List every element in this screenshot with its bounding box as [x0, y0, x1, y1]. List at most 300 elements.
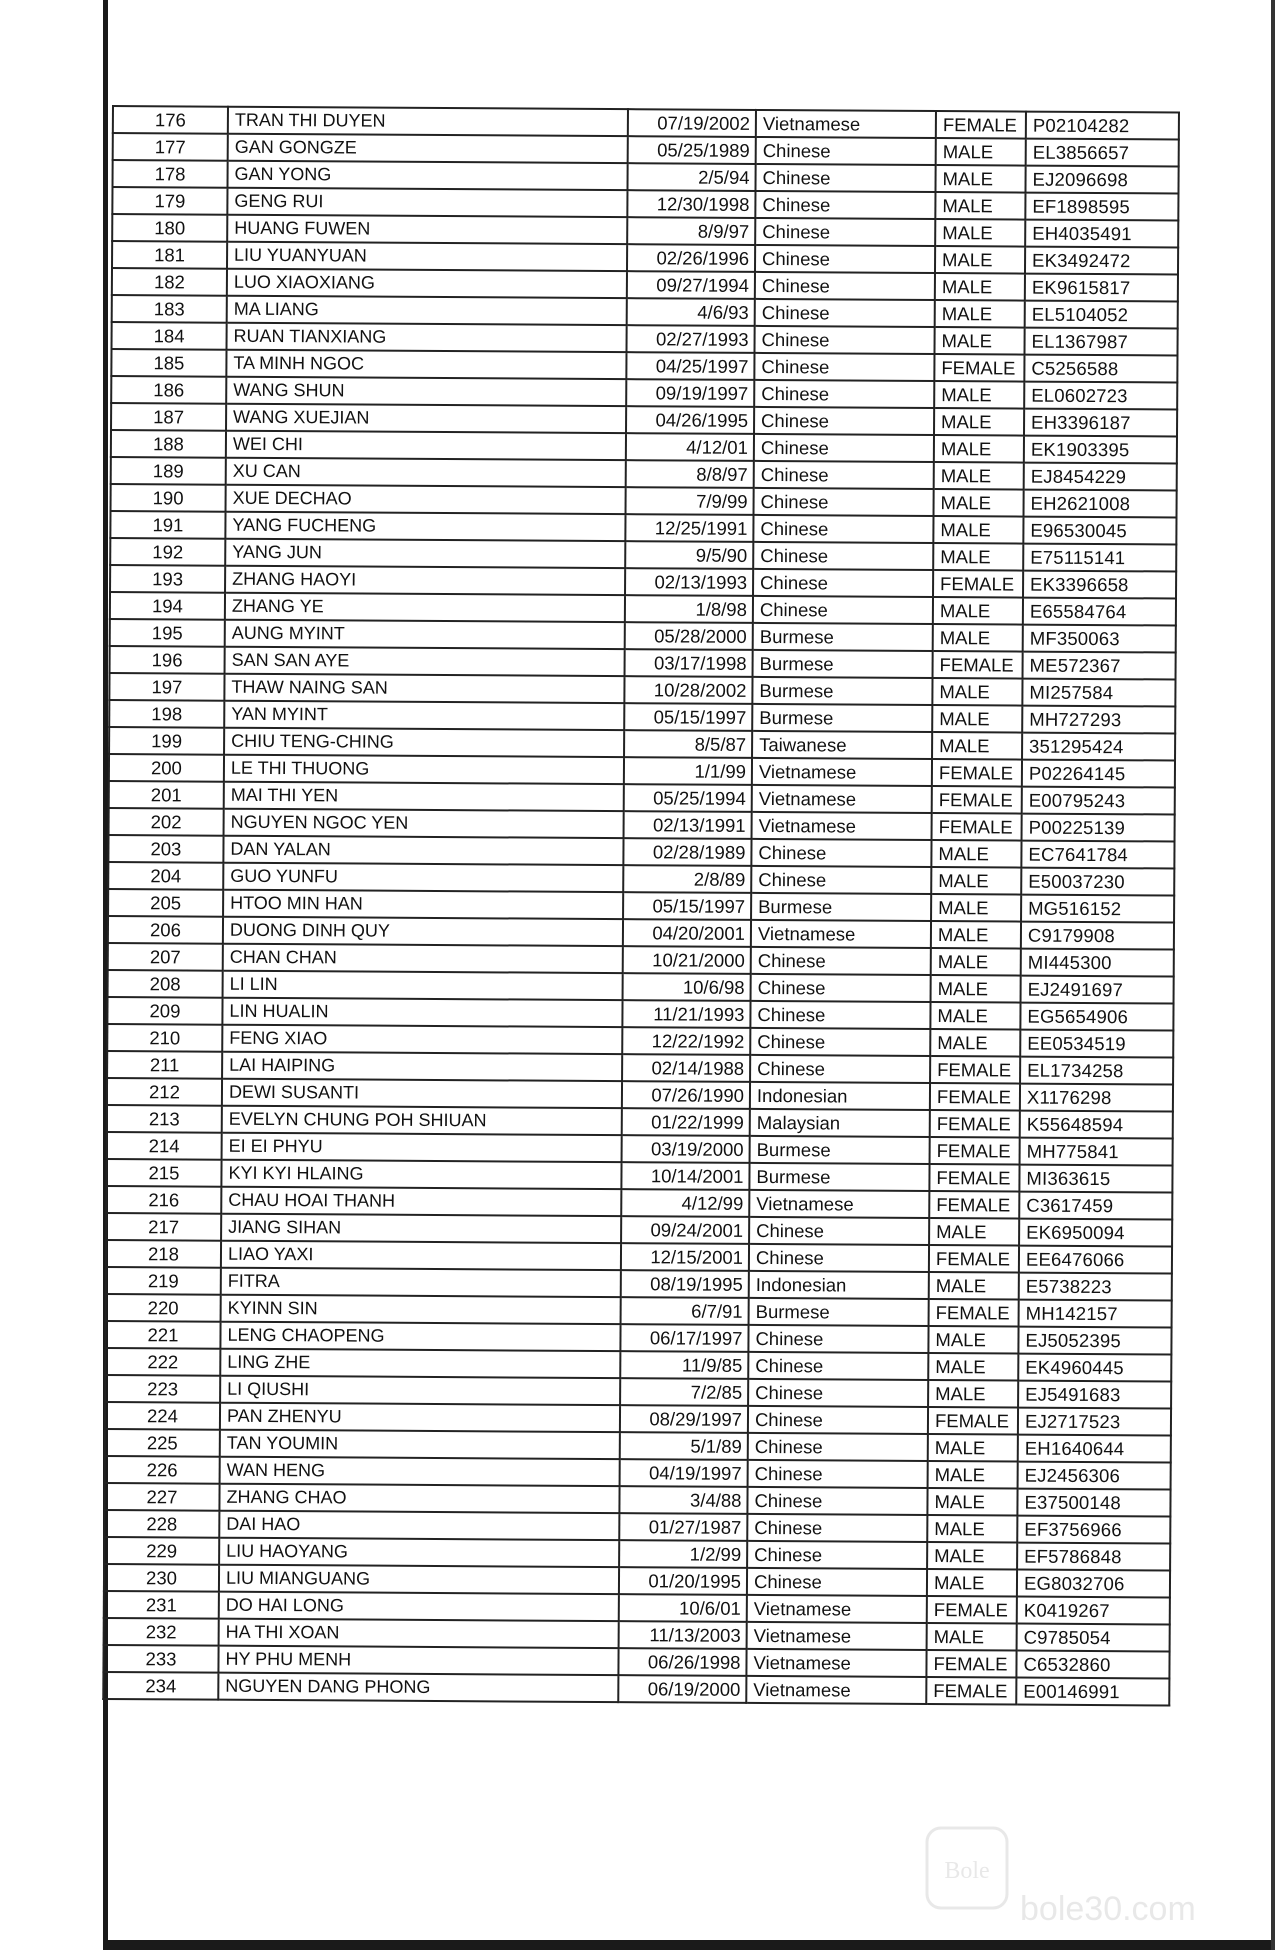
passport-number-cell: EJ5052395 [1018, 1327, 1171, 1355]
nationality-cell: Vietnamese [746, 1676, 926, 1704]
passport-number-cell: EF1898595 [1025, 193, 1178, 221]
person-name-cell: YAN MYINT [224, 701, 624, 730]
nationality-cell: Chinese [748, 1325, 928, 1353]
date-of-birth-cell: 05/15/1997 [623, 892, 751, 920]
passport-number-cell: EK4960445 [1018, 1354, 1171, 1382]
passport-number-cell: EJ2456306 [1018, 1462, 1171, 1490]
date-of-birth-cell: 01/22/1999 [622, 1108, 750, 1136]
sex-cell: FEMALE [932, 786, 1022, 814]
person-name-cell: LUO XIAOXIANG [227, 269, 627, 298]
date-of-birth-cell: 4/6/93 [627, 298, 755, 326]
row-number-cell: 216 [106, 1186, 221, 1214]
person-name-cell: GAN YONG [227, 161, 627, 190]
person-name-cell: ZHANG CHAO [219, 1484, 619, 1513]
row-number-cell: 229 [104, 1537, 219, 1565]
nationality-cell: Chinese [756, 137, 936, 165]
row-number-cell: 188 [111, 430, 226, 458]
row-number-cell: 212 [107, 1078, 222, 1106]
row-number-cell: 184 [112, 322, 227, 350]
sex-cell: MALE [934, 381, 1024, 409]
sex-cell: MALE [928, 1380, 1018, 1408]
sex-cell: MALE [933, 516, 1023, 544]
person-name-cell: CHAN CHAN [223, 944, 623, 973]
passport-number-cell: MG516152 [1021, 895, 1174, 923]
row-number-cell: 182 [112, 268, 227, 296]
date-of-birth-cell: 7/9/99 [626, 487, 754, 515]
sex-cell: FEMALE [929, 1191, 1019, 1219]
nationality-cell: Chinese [748, 1460, 928, 1488]
person-name-cell: THAW NAING SAN [224, 674, 624, 703]
date-of-birth-cell: 09/27/1994 [627, 271, 755, 299]
date-of-birth-cell: 04/20/2001 [623, 919, 751, 947]
scan-edge-right [1271, 0, 1275, 1950]
passport-number-cell: E00146991 [1016, 1678, 1169, 1706]
sex-cell: MALE [931, 948, 1021, 976]
date-of-birth-cell: 10/6/01 [619, 1594, 747, 1622]
row-number-cell: 230 [104, 1564, 219, 1592]
passport-number-cell: EJ5491683 [1018, 1381, 1171, 1409]
row-number-cell: 228 [104, 1510, 219, 1538]
person-name-cell: PAN ZHENYU [220, 1403, 620, 1432]
sex-cell: MALE [928, 1461, 1018, 1489]
date-of-birth-cell: 02/27/1993 [626, 325, 754, 353]
sex-cell: MALE [930, 1002, 1020, 1030]
row-number-cell: 176 [113, 106, 228, 134]
nationality-cell: Chinese [753, 515, 933, 543]
person-name-cell: LIU YUANYUAN [227, 242, 627, 271]
scan-edge-bottom [103, 1940, 1275, 1950]
row-number-cell: 201 [109, 781, 224, 809]
person-name-cell: HTOO MIN HAN [223, 890, 623, 919]
sex-cell: MALE [935, 192, 1025, 220]
row-number-cell: 214 [107, 1132, 222, 1160]
sex-cell: MALE [934, 327, 1024, 355]
row-number-cell: 179 [112, 187, 227, 215]
passport-number-cell: EG5654906 [1020, 1003, 1173, 1031]
row-number-cell: 190 [111, 484, 226, 512]
row-number-cell: 220 [106, 1294, 221, 1322]
sex-cell: FEMALE [929, 1299, 1019, 1327]
nationality-cell: Chinese [751, 947, 931, 975]
person-name-cell: WANG SHUN [226, 377, 626, 406]
passport-number-cell: E75115141 [1023, 544, 1176, 572]
row-number-cell: 233 [103, 1645, 218, 1673]
nationality-cell: Chinese [754, 326, 934, 354]
person-name-cell: MA LIANG [227, 296, 627, 325]
passport-number-cell: C6532860 [1016, 1651, 1169, 1679]
person-name-cell: FITRA [221, 1268, 621, 1297]
date-of-birth-cell: 10/14/2001 [621, 1162, 749, 1190]
sex-cell: FEMALE [933, 651, 1023, 679]
date-of-birth-cell: 2/5/94 [627, 163, 755, 191]
person-name-cell: RUAN TIANXIANG [227, 323, 627, 352]
passport-number-cell: ME572367 [1023, 652, 1176, 680]
passport-number-cell: EJ2717523 [1018, 1408, 1171, 1436]
person-name-cell: HY PHU MENH [218, 1646, 618, 1675]
passport-number-cell: C3617459 [1019, 1192, 1172, 1220]
person-name-cell: ZHANG HAOYI [225, 566, 625, 595]
passport-number-cell: MF350063 [1023, 625, 1176, 653]
passport-number-cell: EC7641784 [1021, 841, 1174, 869]
date-of-birth-cell: 11/13/2003 [619, 1621, 747, 1649]
person-name-cell: DAN YALAN [223, 836, 623, 865]
sex-cell: MALE [933, 597, 1023, 625]
nationality-cell: Vietnamese [747, 1622, 927, 1650]
sex-cell: FEMALE [936, 111, 1026, 139]
passport-number-cell: E37500148 [1017, 1489, 1170, 1517]
table-body [103, 106, 1179, 1705]
nationality-cell: Chinese [747, 1541, 927, 1569]
nationality-cell: Chinese [753, 569, 933, 597]
person-name-cell: LIU HAOYANG [219, 1538, 619, 1567]
sex-cell: MALE [932, 732, 1022, 760]
row-number-cell: 232 [104, 1618, 219, 1646]
passport-number-cell: MI363615 [1019, 1165, 1172, 1193]
passport-number-cell: EF5786848 [1017, 1543, 1170, 1571]
nationality-cell: Chinese [747, 1487, 927, 1515]
passport-number-cell: P02104282 [1026, 112, 1179, 140]
passport-number-cell: EK1903395 [1024, 436, 1177, 464]
date-of-birth-cell: 8/5/87 [624, 730, 752, 758]
person-name-cell: HUANG FUWEN [227, 215, 627, 244]
passport-number-cell: EH1640644 [1018, 1435, 1171, 1463]
row-number-cell: 203 [108, 835, 223, 863]
sex-cell: MALE [935, 219, 1025, 247]
sex-cell: MALE [935, 246, 1025, 274]
nationality-cell: Vietnamese [747, 1595, 927, 1623]
nationality-cell: Chinese [754, 434, 934, 462]
nationality-cell: Chinese [753, 542, 933, 570]
nationality-cell: Burmese [753, 650, 933, 678]
nationality-cell: Chinese [755, 245, 935, 273]
person-name-cell: EI EI PHYU [222, 1133, 622, 1162]
passport-number-cell: E00795243 [1022, 787, 1175, 815]
row-number-cell: 192 [110, 538, 225, 566]
row-number-cell: 225 [105, 1429, 220, 1457]
nationality-cell: Chinese [754, 461, 934, 489]
passport-number-cell: C9179908 [1021, 922, 1174, 950]
person-name-cell: XUE DECHAO [226, 485, 626, 514]
person-name-cell: TAN YOUMIN [220, 1430, 620, 1459]
person-name-cell: LIAO YAXI [221, 1241, 621, 1270]
passport-number-cell: MI445300 [1021, 949, 1174, 977]
row-number-cell: 194 [110, 592, 225, 620]
person-name-cell: LIU MIANGUANG [219, 1565, 619, 1594]
date-of-birth-cell: 02/28/1989 [623, 838, 751, 866]
watermark-logo-text: Bole [944, 1858, 990, 1884]
sex-cell: MALE [933, 543, 1023, 571]
sex-cell: FEMALE [926, 1677, 1016, 1705]
row-number-cell: 211 [107, 1051, 222, 1079]
person-name-cell: LI QIUSHI [220, 1376, 620, 1405]
passport-number-cell: EL1367987 [1024, 328, 1177, 356]
passport-number-cell: MH775841 [1020, 1138, 1173, 1166]
date-of-birth-cell: 04/19/1997 [620, 1459, 748, 1487]
passport-number-cell: EK3492472 [1025, 247, 1178, 275]
person-name-cell: FENG XIAO [222, 1025, 622, 1054]
nationality-cell: Chinese [750, 1001, 930, 1029]
date-of-birth-cell: 04/25/1997 [626, 352, 754, 380]
row-number-cell: 206 [108, 916, 223, 944]
sex-cell: MALE [931, 921, 1021, 949]
passport-number-cell: EK3396658 [1023, 571, 1176, 599]
person-name-cell: NGUYEN DANG PHONG [218, 1673, 618, 1702]
row-number-cell: 186 [111, 376, 226, 404]
passport-number-cell: E50037230 [1021, 868, 1174, 896]
row-number-cell: 234 [103, 1672, 218, 1700]
sex-cell: FEMALE [932, 813, 1022, 841]
date-of-birth-cell: 2/8/89 [623, 865, 751, 893]
watermark-site-text: bole30.com [1020, 1890, 1196, 1928]
sex-cell: MALE [931, 867, 1021, 895]
row-number-cell: 199 [109, 727, 224, 755]
person-name-cell: GAN GONGZE [228, 134, 628, 163]
sex-cell: MALE [931, 894, 1021, 922]
sex-cell: MALE [932, 678, 1022, 706]
person-name-cell: YANG JUN [225, 539, 625, 568]
nationality-cell: Chinese [748, 1433, 928, 1461]
passport-number-cell: EE0534519 [1020, 1030, 1173, 1058]
row-number-cell: 189 [111, 457, 226, 485]
date-of-birth-cell: 6/7/91 [621, 1297, 749, 1325]
passport-number-cell: EH2621008 [1024, 490, 1177, 518]
passport-number-cell: EK9615817 [1025, 274, 1178, 302]
nationality-cell: Chinese [755, 218, 935, 246]
sex-cell: FEMALE [930, 1137, 1020, 1165]
date-of-birth-cell: 10/6/98 [623, 973, 751, 1001]
person-name-cell: CHIU TENG-CHING [224, 728, 624, 757]
sex-cell: FEMALE [934, 354, 1024, 382]
passport-number-cell: P02264145 [1022, 760, 1175, 788]
row-number-cell: 213 [107, 1105, 222, 1133]
person-name-cell: WANG XUEJIAN [226, 404, 626, 433]
person-name-cell: JIANG SIHAN [221, 1214, 621, 1243]
passport-number-cell: MH727293 [1022, 706, 1175, 734]
row-number-cell: 224 [105, 1402, 220, 1430]
person-name-cell: LENG CHAOPENG [220, 1322, 620, 1351]
person-name-cell: DUONG DINH QUY [223, 917, 623, 946]
row-number-cell: 200 [109, 754, 224, 782]
sex-cell: MALE [934, 462, 1024, 490]
date-of-birth-cell: 05/28/2000 [625, 622, 753, 650]
passenger-list [102, 105, 1178, 1706]
person-name-cell: YANG FUCHENG [225, 512, 625, 541]
row-number-cell: 191 [110, 511, 225, 539]
passport-number-cell: 351295424 [1022, 733, 1175, 761]
nationality-cell: Chinese [751, 839, 931, 867]
date-of-birth-cell: 05/15/1997 [624, 703, 752, 731]
row-number-cell: 207 [108, 943, 223, 971]
passport-number-cell: EL1734258 [1020, 1057, 1173, 1085]
date-of-birth-cell: 09/19/1997 [626, 379, 754, 407]
nationality-cell: Vietnamese [752, 812, 932, 840]
row-number-cell: 180 [112, 214, 227, 242]
date-of-birth-cell: 02/26/1996 [627, 244, 755, 272]
passport-number-cell: EJ8454229 [1024, 463, 1177, 491]
nationality-cell: Chinese [754, 488, 934, 516]
person-name-cell: TRAN THI DUYEN [228, 107, 628, 136]
person-name-cell: DEWI SUSANTI [222, 1079, 622, 1108]
nationality-cell: Chinese [750, 1055, 930, 1083]
sex-cell: MALE [931, 840, 1021, 868]
date-of-birth-cell: 09/24/2001 [621, 1216, 749, 1244]
passport-number-cell: E65584764 [1023, 598, 1176, 626]
nationality-cell: Burmese [749, 1298, 929, 1326]
passport-number-cell: MH142157 [1019, 1300, 1172, 1328]
row-number-cell: 198 [109, 700, 224, 728]
nationality-cell: Chinese [754, 380, 934, 408]
date-of-birth-cell: 4/12/01 [626, 433, 754, 461]
nationality-cell: Vietnamese [756, 110, 936, 138]
date-of-birth-cell: 07/26/1990 [622, 1081, 750, 1109]
person-name-cell: HA THI XOAN [219, 1619, 619, 1648]
sex-cell: MALE [927, 1488, 1017, 1516]
row-number-cell: 193 [110, 565, 225, 593]
date-of-birth-cell: 08/29/1997 [620, 1405, 748, 1433]
passport-number-cell: EL0602723 [1024, 382, 1177, 410]
nationality-cell: Chinese [751, 974, 931, 1002]
date-of-birth-cell: 5/1/89 [620, 1432, 748, 1460]
row-number-cell: 197 [109, 673, 224, 701]
date-of-birth-cell: 06/19/2000 [618, 1675, 746, 1703]
date-of-birth-cell: 4/12/99 [621, 1189, 749, 1217]
sex-cell: MALE [932, 705, 1022, 733]
sex-cell: FEMALE [930, 1083, 1020, 1111]
date-of-birth-cell: 7/2/85 [620, 1378, 748, 1406]
nationality-cell: Chinese [755, 164, 935, 192]
date-of-birth-cell: 3/4/88 [619, 1486, 747, 1514]
sex-cell: FEMALE [929, 1164, 1019, 1192]
passport-number-cell: EL5104052 [1025, 301, 1178, 329]
row-number-cell: 196 [110, 646, 225, 674]
person-name-cell: LIN HUALIN [222, 998, 622, 1027]
passport-number-cell: K0419267 [1017, 1597, 1170, 1625]
row-number-cell: 221 [105, 1321, 220, 1349]
row-number-cell: 187 [111, 403, 226, 431]
nationality-cell: Chinese [749, 1217, 929, 1245]
sex-cell: FEMALE [933, 570, 1023, 598]
passport-number-cell: EE6476066 [1019, 1246, 1172, 1274]
row-number-cell: 226 [105, 1456, 220, 1484]
sex-cell: FEMALE [932, 759, 1022, 787]
sex-cell: MALE [927, 1569, 1017, 1597]
passport-number-cell: EH3396187 [1024, 409, 1177, 437]
date-of-birth-cell: 12/15/2001 [621, 1243, 749, 1271]
sex-cell: MALE [929, 1272, 1019, 1300]
person-name-cell: LING ZHE [220, 1349, 620, 1378]
passenger-table [102, 105, 1180, 1706]
sex-cell: MALE [930, 1029, 1020, 1057]
nationality-cell: Chinese [754, 353, 934, 381]
person-name-cell: SAN SAN AYE [225, 647, 625, 676]
sex-cell: MALE [929, 1218, 1019, 1246]
nationality-cell: Vietnamese [751, 920, 931, 948]
date-of-birth-cell: 11/21/1993 [622, 1000, 750, 1028]
passport-number-cell: E96530045 [1023, 517, 1176, 545]
row-number-cell: 217 [106, 1213, 221, 1241]
table-row [103, 1672, 1169, 1706]
person-name-cell: CHAU HOAI THANH [221, 1187, 621, 1216]
passport-number-cell: C5256588 [1024, 355, 1177, 383]
nationality-cell: Vietnamese [752, 785, 932, 813]
date-of-birth-cell: 06/26/1998 [618, 1648, 746, 1676]
row-number-cell: 223 [105, 1375, 220, 1403]
row-number-cell: 222 [105, 1348, 220, 1376]
passport-number-cell: EH4035491 [1025, 220, 1178, 248]
nationality-cell: Chinese [750, 1028, 930, 1056]
nationality-cell: Indonesian [750, 1082, 930, 1110]
date-of-birth-cell: 1/2/99 [619, 1540, 747, 1568]
passport-number-cell: EL3856657 [1026, 139, 1179, 167]
sex-cell: MALE [927, 1515, 1017, 1543]
row-number-cell: 208 [108, 970, 223, 998]
person-name-cell: NGUYEN NGOC YEN [224, 809, 624, 838]
sex-cell: MALE [935, 273, 1025, 301]
sex-cell: MALE [936, 138, 1026, 166]
sex-cell: FEMALE [930, 1056, 1020, 1084]
date-of-birth-cell: 04/26/1995 [626, 406, 754, 434]
row-number-cell: 227 [104, 1483, 219, 1511]
passport-number-cell: EF3756966 [1017, 1516, 1170, 1544]
row-number-cell: 219 [106, 1267, 221, 1295]
date-of-birth-cell: 03/17/1998 [625, 649, 753, 677]
person-name-cell: WAN HENG [220, 1457, 620, 1486]
date-of-birth-cell: 1/8/98 [625, 595, 753, 623]
sex-cell: FEMALE [927, 1596, 1017, 1624]
row-number-cell: 218 [106, 1240, 221, 1268]
sex-cell: MALE [928, 1326, 1018, 1354]
nationality-cell: Chinese [747, 1514, 927, 1542]
person-name-cell: GUO YUNFU [223, 863, 623, 892]
sex-cell: MALE [931, 975, 1021, 1003]
nationality-cell: Burmese [750, 1136, 930, 1164]
date-of-birth-cell: 07/19/2002 [628, 109, 756, 137]
nationality-cell: Chinese [755, 191, 935, 219]
passport-number-cell: EJ2491697 [1021, 976, 1174, 1004]
sex-cell: MALE [934, 489, 1024, 517]
sex-cell: MALE [934, 408, 1024, 436]
person-name-cell: KYINN SIN [221, 1295, 621, 1324]
date-of-birth-cell: 1/1/99 [624, 757, 752, 785]
person-name-cell: DO HAI LONG [219, 1592, 619, 1621]
sex-cell: FEMALE [926, 1650, 1016, 1678]
row-number-cell: 183 [112, 295, 227, 323]
person-name-cell: TA MINH NGOC [226, 350, 626, 379]
nationality-cell: Chinese [747, 1568, 927, 1596]
watermark-logo [925, 1820, 1255, 1930]
person-name-cell: EVELYN CHUNG POH SHIUAN [222, 1106, 622, 1135]
passport-number-cell: X1176298 [1020, 1084, 1173, 1112]
nationality-cell: Chinese [748, 1379, 928, 1407]
date-of-birth-cell: 05/25/1994 [624, 784, 752, 812]
nationality-cell: Chinese [748, 1406, 928, 1434]
nationality-cell: Burmese [752, 677, 932, 705]
person-name-cell: LI LIN [223, 971, 623, 1000]
passport-number-cell: EJ2096698 [1025, 166, 1178, 194]
row-number-cell: 177 [113, 133, 228, 161]
nationality-cell: Chinese [749, 1244, 929, 1272]
nationality-cell: Malaysian [750, 1109, 930, 1137]
sex-cell: MALE [935, 165, 1025, 193]
nationality-cell: Chinese [755, 272, 935, 300]
date-of-birth-cell: 06/17/1997 [620, 1324, 748, 1352]
nationality-cell: Indonesian [749, 1271, 929, 1299]
person-name-cell: DAI HAO [219, 1511, 619, 1540]
nationality-cell: Burmese [749, 1163, 929, 1191]
sex-cell: MALE [927, 1542, 1017, 1570]
nationality-cell: Vietnamese [746, 1649, 926, 1677]
date-of-birth-cell: 8/9/97 [627, 217, 755, 245]
